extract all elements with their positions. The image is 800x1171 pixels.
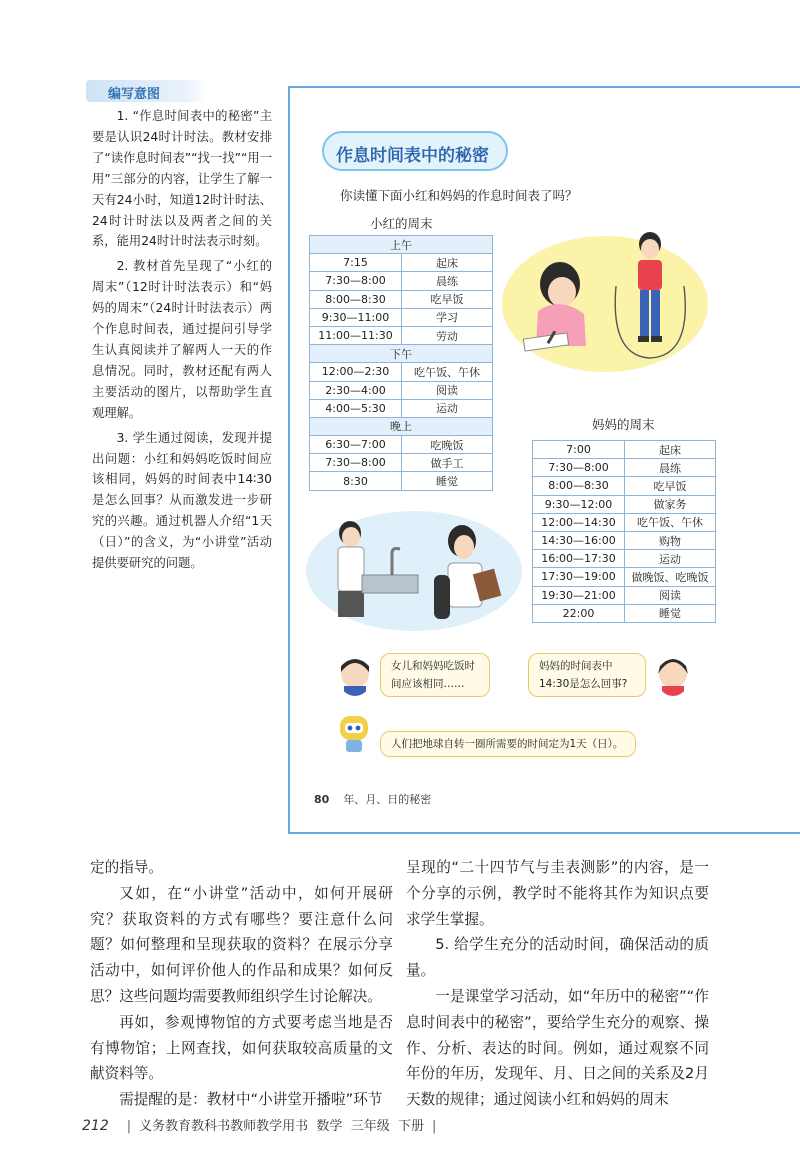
schedule-row [533,441,716,459]
body-paragraph: 5. 给学生充分的活动时间，确保活动的质量。 [406,936,709,980]
schedule-activity-cell: 购物 [625,531,716,549]
textbook-unit-title: 年、月、日的秘密 [343,793,432,806]
schedule-activity-cell: 学习 [402,308,493,326]
schedule-time-cell: 7:30—8:00 [310,272,402,290]
schedule-activity-cell: 晨练 [625,459,716,477]
schedule-activity-cell: 吃午饭、午休 [625,513,716,531]
illustration-background [502,236,708,372]
girl-speech-bubble: 妈妈的时间表中14:30是怎么回事? [528,653,646,697]
body-paragraph: 需提醒的是：教材中“小讲堂开播啦”环节 [119,1091,383,1109]
schedule-time-cell: 7:00 [533,441,625,459]
schedule-time-cell: 6:30—7:00 [310,436,402,454]
schedule-row [310,399,493,417]
schedule-time-cell: 2:30—4:00 [310,381,402,399]
mama-schedule-table [532,440,716,623]
schedule-section-row [310,345,493,363]
schedule-time-cell: 12:00—14:30 [533,513,625,531]
schedule-activity-cell: 做手工 [402,454,493,472]
schedule-row [533,495,716,513]
schedule-activity-cell: 运动 [402,399,493,417]
xiaohong-activities-illustration [500,226,710,376]
side-note-paragraph: 1. “作息时间表中的秘密”主要是认识24时计时法。教材安排了“读作息时间表”“找一找”“用一用”三部分的内容，让学生了解一天有24小时，知道12时计时法、24时计时法以及两者之间的关系，能用24时计时法表示时刻。 [92,109,272,249]
schedule-time-cell: 8:30 [310,472,402,490]
schedule-row [310,272,493,290]
body-left-column [90,855,393,1113]
schedule-row [310,326,493,344]
schedule-activity-cell: 睡觉 [402,472,493,490]
schedule-activity-cell: 做家务 [625,495,716,513]
side-notes-heading [86,80,208,102]
schedule-time-cell: 9:30—11:00 [310,308,402,326]
schedule-time-cell: 22:00 [533,604,625,622]
schedule-time-cell: 7:30—8:00 [310,454,402,472]
schedule-time-cell: 8:00—8:30 [310,290,402,308]
schedule-row [533,604,716,622]
schedule-section-label: 上午 [310,236,493,254]
schedule-row [533,550,716,568]
schedule-time-cell: 17:30—19:00 [533,568,625,586]
schedule-time-cell: 11:00—11:30 [310,326,402,344]
body-paragraph: 定的指导。 [90,859,163,876]
schedule-activity-cell: 运动 [625,550,716,568]
schedule-activity-cell: 吃早饭 [625,477,716,495]
schedule-section-label: 晚上 [310,417,493,435]
schedule-time-cell: 4:00—5:30 [310,399,402,417]
schedule-row [310,472,493,490]
body-paragraph: 又如，在“小讲堂”活动中，如何开展研究？获取资料的方式有哪些？要注意什么问题？如何整理和呈现获取的资料？在展示分享活动中，如何评价他人的作品和成果？如何反思？这些问题均需要教师组织学生讨论解决。 [90,884,393,1005]
schedule-activity-cell: 起床 [625,441,716,459]
schedule-time-cell: 16:00—17:30 [533,550,625,568]
footer-volume: 下册 [397,1119,424,1134]
side-notes-heading-text: 编写意图 [108,87,161,102]
body-paragraph: 一是课堂学习活动，如“年历中的秘密”“作息时间表中的秘密”，要给学生充分的观察、操作、分析、表达的时间。例如，通过观察不同年份的年历，发现年、月、日之间的关系及2月天数的规律；通过阅读小红和妈妈的周末 [406,987,709,1109]
schedule-activity-cell: 吃晚饭 [402,436,493,454]
schedule-section-row [310,417,493,435]
schedule-activity-cell: 吃早饭 [402,290,493,308]
schedule-time-cell: 9:30—12:00 [533,495,625,513]
boy-speech-bubble: 女儿和妈妈吃饭时间应该相同…… [380,653,490,697]
robot-speech-bubble: 人们把地球自转一圈所需要的时间定为1天（日）。 [380,731,636,757]
girl-avatar [656,656,690,696]
schedule-row [310,308,493,326]
page-footer: 212 | 义务教育教科书教师教学用书 数学 三年级 下册 | [82,1118,437,1134]
schedule-activity-cell: 起床 [402,254,493,272]
xiaohong-table-caption: 小红的周末 [370,216,433,231]
schedule-row [533,477,716,495]
textbook-page-number: 80 [314,793,330,806]
footer-subject: 数学 [316,1119,343,1134]
boy-avatar [338,658,372,696]
schedule-activity-cell: 阅读 [625,586,716,604]
body-paragraph: 再如，参观博物馆的方式要考虑当地是否有博物馆；上网查找，如何获取较高质量的文献资料等。 [90,1013,393,1083]
schedule-row [533,513,716,531]
schedule-activity-cell: 做晚饭、吃晚饭 [625,568,716,586]
textbook-title-badge [322,131,508,171]
footer-book-title: 义务教育教科书教师教学用书 [139,1119,309,1134]
schedule-row [533,586,716,604]
schedule-activity-cell: 劳动 [402,326,493,344]
body-right-column [406,855,709,1113]
textbook-title: 作息时间表中的秘密 [336,146,489,166]
schedule-activity-cell: 晨练 [402,272,493,290]
schedule-time-cell: 8:00—8:30 [533,477,625,495]
schedule-time-cell: 19:30—21:00 [533,586,625,604]
body-paragraph: 呈现的“二十四节气与圭表测影”的内容，是一个分享的示例，教学时不能将其作为知识点要求学生掌握。 [406,859,709,928]
schedule-row [310,454,493,472]
schedule-time-cell: 14:30—16:00 [533,531,625,549]
schedule-time-cell: 12:00—2:30 [310,363,402,381]
schedule-activity-cell: 睡觉 [625,604,716,622]
schedule-row [533,459,716,477]
mama-activities-illustration [304,505,526,635]
mama-table-caption: 妈妈的周末 [592,417,655,432]
side-notes [92,106,272,578]
textbook-page-line [314,791,431,807]
textbook-question: 你读懂下面小红和妈妈的作息时间表了吗？ [340,188,578,203]
side-note-paragraph: 3. 学生通过阅读，发现并提出问题：小红和妈妈吃饭时间应该相同，妈妈的时间表中14∶30是怎么回事？从而激发进一步研究的兴趣。通过机器人介绍“1天（日）”的含义，为“小讲堂”活动提供要研究的问题。 [92,430,272,571]
schedule-section-row [310,236,493,254]
side-note-paragraph: 2. 教材首先呈现了“小红的周末”（12时计时法表示）和“妈妈的周末”（24时计时法表示）两个作息时间表，通过提问引导学生认真阅读并了解两人一天的作息情况。同时，教材还配有两人主要活动的图片，以帮助学生直观理解。 [92,259,272,420]
schedule-activity-cell: 阅读 [402,381,493,399]
schedule-row [310,436,493,454]
schedule-row [310,254,493,272]
schedule-row [310,363,493,381]
schedule-section-label: 下午 [310,345,493,363]
schedule-row [533,531,716,549]
schedule-activity-cell: 吃午饭、午休 [402,363,493,381]
footer-grade: 三年级 [350,1119,390,1134]
footer-page-number: 212 [82,1118,109,1134]
robot-avatar [336,714,372,754]
schedule-time-cell: 7:30—8:00 [533,459,625,477]
schedule-time-cell: 7:15 [310,254,402,272]
schedule-row [310,381,493,399]
schedule-row [310,290,493,308]
schedule-row [533,568,716,586]
xiaohong-schedule-table [309,235,493,491]
